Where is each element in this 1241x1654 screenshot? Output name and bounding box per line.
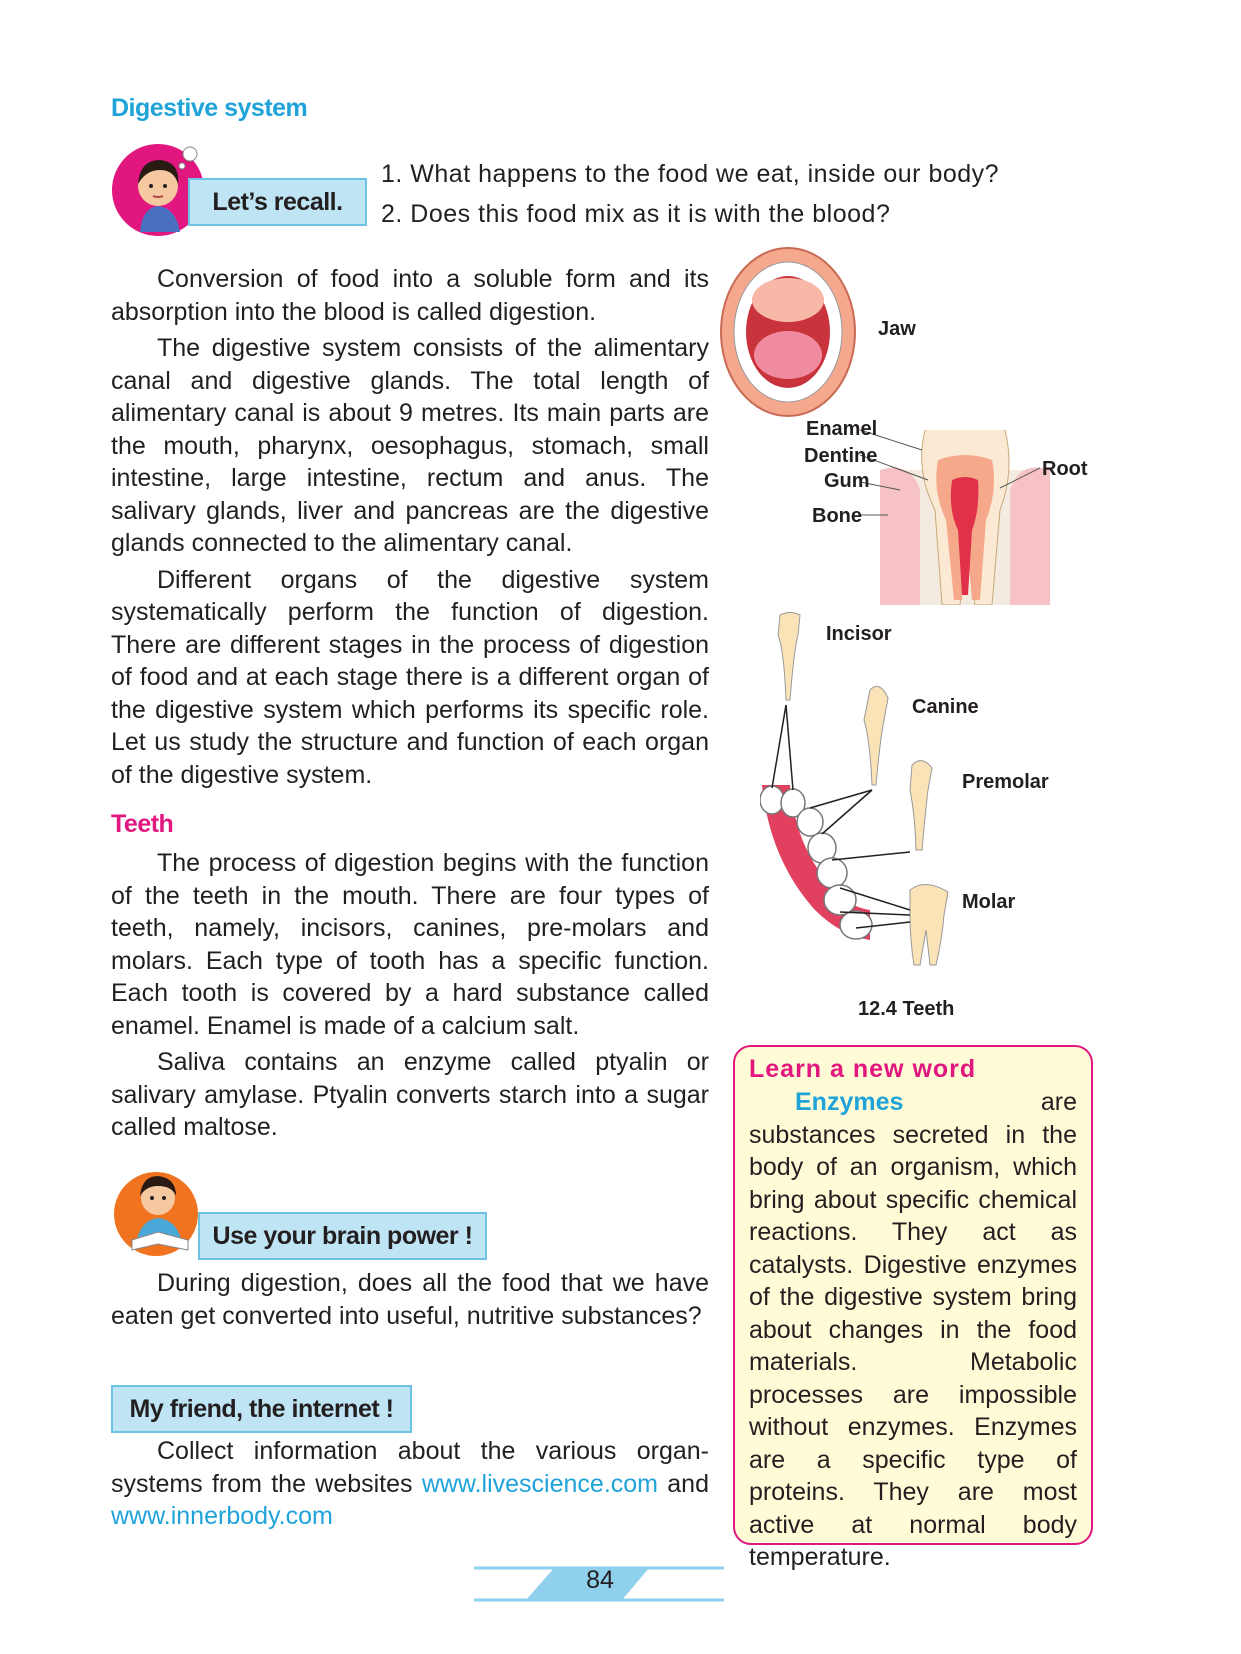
brain-power-banner xyxy=(110,1162,500,1257)
label-premolar: Premolar xyxy=(962,771,1049,793)
label-gum: Gum xyxy=(824,470,870,492)
intro-text xyxy=(111,263,709,791)
learn-word-title: Learn a new word xyxy=(749,1055,977,1083)
brain-power-text: During digestion, does all the food that we have eaten get converted into useful, nutritive substances? xyxy=(111,1269,709,1330)
innerbody-link[interactable]: www.innerbody.com xyxy=(111,1502,333,1530)
label-jaw: Jaw xyxy=(878,318,916,340)
livescience-link[interactable]: www.livescience.com xyxy=(421,1469,658,1498)
page-number: 84 xyxy=(586,1566,614,1594)
brain-power-label: Use your brain power ! xyxy=(198,1212,487,1260)
label-enamel: Enamel xyxy=(806,418,878,440)
paragraph: Different organs of the digestive system systematically perform the function of digestion. There are different stages in the process of digestion of food and at each stage there is a different organ of the digestive system which performs its specific role. Let us study the structure and function of each organ of the digestive system. xyxy=(111,565,709,789)
learn-word-box xyxy=(733,1045,1093,1571)
paragraph: Conversion of food into a soluble form and its absorption into the blood is called digestion. xyxy=(111,265,709,326)
section-title: Digestive system xyxy=(111,94,308,122)
paragraph: The process of digestion begins with the function of the teeth in the mouth. There are four types of teeth, namely, incisors, canines, pre-molars and molars. Each type of tooth has a specific function. Each tooth is covered by a hard substance called enamel. Enamel is made of a calcium salt. xyxy=(111,849,709,1040)
keyword-enzymes: Enzymes xyxy=(795,1088,904,1116)
paragraph: Saliva contains an enzyme called ptyalin or salivary amylase. Ptyalin converts starch into a sugar called maltose. xyxy=(111,1048,709,1141)
label-molar: Molar xyxy=(962,891,1016,913)
label-root: Root xyxy=(1042,458,1088,480)
teeth-text xyxy=(111,847,709,1144)
paragraph: The digestive system consists of the alimentary canal and digestive glands. The total length of alimentary canal is about 9 metres. Its main parts are the mouth, pharynx, oesophagus, stomach, small intestine, large intestine, rectum and anus. The salivary glands, liver and pancreas are the digestive glands connected to the alimentary canal. xyxy=(111,334,709,557)
label-canine: Canine xyxy=(912,696,979,718)
label-dentine: Dentine xyxy=(804,445,878,467)
internet-label: My friend, the internet ! xyxy=(111,1385,412,1433)
teeth-heading: Teeth xyxy=(111,810,174,838)
jaw-illustration xyxy=(718,245,858,420)
recall-banner xyxy=(110,140,370,240)
figure-caption: 12.4 Teeth xyxy=(858,998,955,1020)
tooth-label-leaders xyxy=(860,420,1040,520)
learn-word-text: Enzymes are substances secreted in the body of an organism, which bring about specific chemical reactions. They act as catalysts. Digestive enzymes of the digestive system bring about changes in the food materials. Metabolic processes are impossible without enzymes. Enzymes are a specific type of proteins. They are most active at normal body temperature. xyxy=(749,1088,1077,1571)
internet-text: Collect information about the various organ-systems from the websites www.livescience.com and www.innerbody.com xyxy=(111,1437,709,1530)
recall-label: Let’s recall. xyxy=(188,178,367,226)
recall-question-2: 2. Does this food mix as it is with the blood? xyxy=(381,200,891,228)
label-incisor: Incisor xyxy=(826,623,892,645)
girl-reading-icon xyxy=(110,1162,210,1257)
recall-question-1: 1. What happens to the food we eat, inside our body? xyxy=(381,160,1000,188)
label-bone: Bone xyxy=(812,505,862,527)
teeth-types-illustration xyxy=(760,610,960,980)
